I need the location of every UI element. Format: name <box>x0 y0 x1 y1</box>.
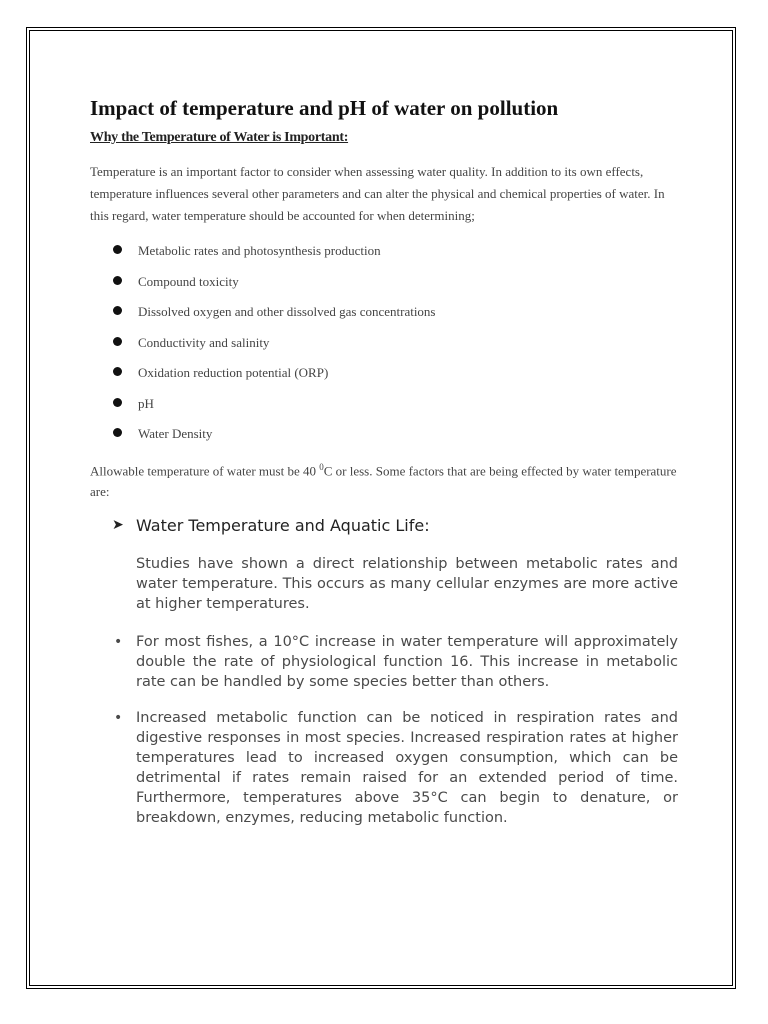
list-item: • Increased metabolic function can be noticed in respiration rates and digestive responses in most species. Increased respiration rates at higher temperatures lead to increased oxygen consumption, which can be detrimental if rates remain raised for an extended period of time. Furthermore, temperatures above 35°C can begin to denature, or breakdown, enzymes, reducing metabolic function. <box>114 709 678 826</box>
factors-list <box>90 241 678 455</box>
bullet-icon <box>113 367 122 376</box>
bullet-icon <box>113 428 122 437</box>
list-item: Compound toxicity <box>90 272 678 303</box>
subsection-header <box>90 516 678 536</box>
subsection-heading: Water Temperature and Aquatic Life: <box>136 515 430 535</box>
bullet-icon <box>113 398 122 407</box>
bullet-icon <box>113 337 122 346</box>
list-item: Oxidation reduction potential (ORP) <box>90 363 678 394</box>
document-title: Impact of temperature and pH of water on pollution <box>90 96 559 120</box>
bullet-icon <box>113 245 122 254</box>
arrow-right-icon: ➤ <box>112 516 124 533</box>
list-item: pH <box>90 394 678 425</box>
list-item: • For most fishes, a 10°C increase in water temperature will approximately double the rate of physiological function 16. This increase in metabolic rate can be handled by some species better than others. <box>114 633 678 690</box>
section-heading: Why the Temperature of Water is Important: <box>90 130 349 145</box>
bullet-icon <box>113 306 122 315</box>
bullet-icon <box>113 276 122 285</box>
intro-paragraph: Temperature is an important factor to consider when assessing water quality. In addition to its own effects, temperature influences several other parameters and can alter the physical and chemical properties of water. In this regard, water temperature should be accounted for when determining; <box>90 164 665 223</box>
bullet-icon: • <box>114 709 123 726</box>
allowable-temperature-paragraph: Allowable temperature of water must be 40 $^0$C or less. Some factors that are being effected by water temperature are: <box>90 461 677 499</box>
bullet-icon: • <box>114 633 123 650</box>
list-item: Dissolved oxygen and other dissolved gas concentrations <box>90 302 678 333</box>
document-body <box>90 95 678 844</box>
degree-superscript: 0 <box>319 461 324 472</box>
list-item: Metabolic rates and photosynthesis production <box>90 241 678 272</box>
list-item: Conductivity and salinity <box>90 333 678 364</box>
studies-paragraph: Studies have shown a direct relationship between metabolic rates and water temperature. This occurs as many cellular enzymes are more active at higher temperatures. <box>136 555 678 612</box>
points-list <box>90 632 678 828</box>
list-item: Water Density <box>90 424 678 455</box>
